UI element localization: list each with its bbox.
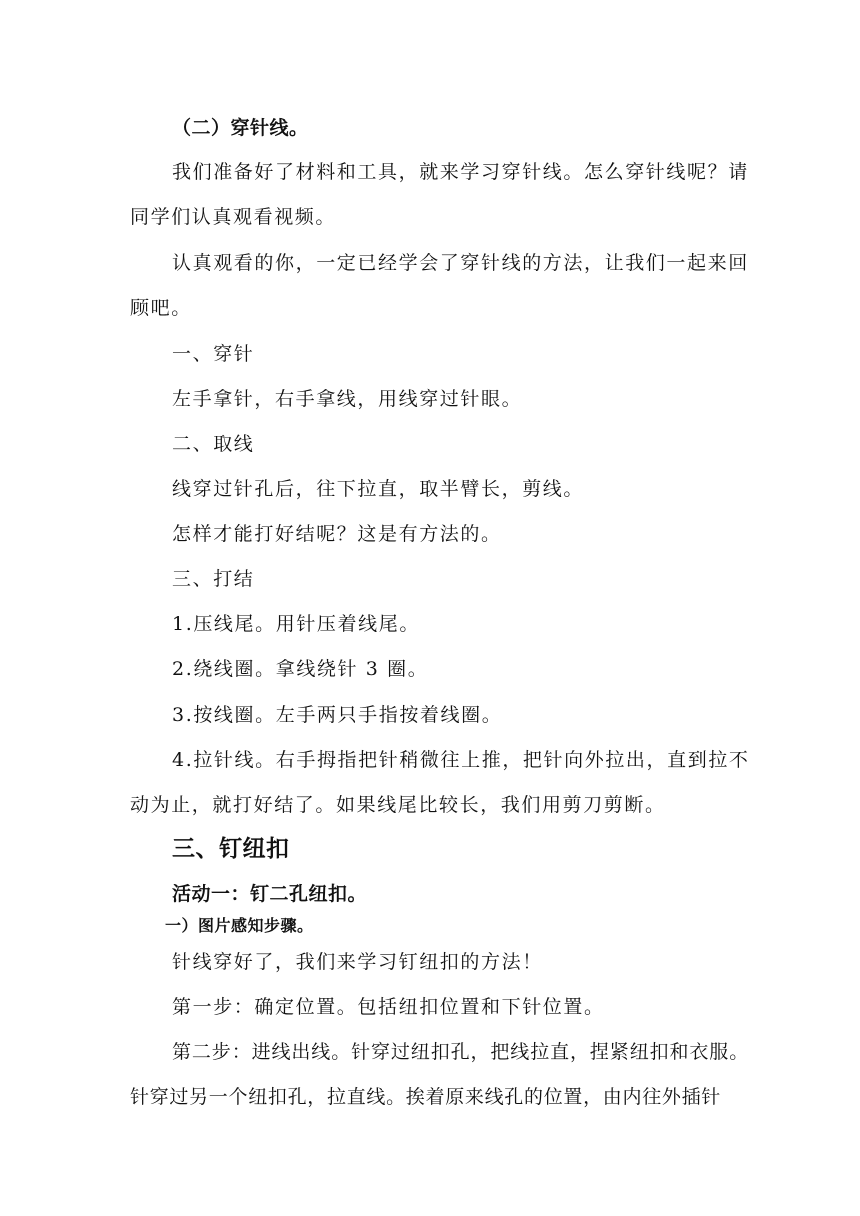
button-step-1: 第一步：确定位置。包括纽扣位置和下针位置。 (172, 996, 605, 1018)
knot-step-4-line-2: 动为止，就打好结了。如果线尾比较长，我们用剪刀剪断。 (130, 794, 666, 816)
subsection-title-picture-steps: 一）图片感知步骤。 (165, 916, 314, 935)
knot-step-1: 1.压线尾。用针压着线尾。 (172, 613, 420, 635)
knot-step-3: 3.按线圈。左手两只手指按着线圈。 (172, 704, 503, 726)
paragraph-intro-line-2: 同学们认真观看视频。 (130, 206, 337, 228)
paragraph-intro-line-1: 我们准备好了材料和工具，就来学习穿针线。怎么穿针线呢？请 (172, 161, 749, 183)
step-take-thread-title: 二、取线 (172, 433, 255, 455)
section-heading-thread-needle: （二）穿针线。 (172, 117, 309, 139)
section-title-sew-button: 三、钉纽扣 (172, 836, 290, 862)
step-tie-knot-title: 三、打结 (172, 568, 255, 590)
paragraph-review-line-1: 认真观看的你，一定已经学会了穿针线的方法，让我们一起来回 (172, 252, 749, 274)
button-step-2-line-2: 针穿过另一个纽扣孔，拉直线。挨着原来线孔的位置，由内往外插针 (130, 1086, 722, 1108)
step-take-thread-text: 线穿过针孔后，往下拉直，取半臂长，剪线。 (172, 478, 585, 500)
step-thread-needle-text: 左手拿针，右手拿线，用线穿过针眼。 (172, 388, 523, 410)
button-step-2-line-1: 第二步：进线出线。针穿过纽扣孔，把线拉直，捏紧纽扣和衣服。 (172, 1041, 750, 1063)
knot-step-2: 2.绕线圈。拿线绕针 3 圈。 (172, 658, 429, 680)
knot-step-4-line-1: 4.拉针线。右手拇指把针稍微往上推，把针向外拉出，直到拉不 (172, 749, 750, 771)
step-thread-needle-title: 一、穿针 (172, 343, 255, 365)
activity-title-two-hole-button: 活动一：钉二孔纽扣。 (172, 883, 368, 905)
paragraph-review-line-2: 顾吧。 (130, 297, 192, 319)
paragraph-button-intro: 针线穿好了，我们来学习钉纽扣的方法！ (172, 951, 543, 973)
knot-question: 怎样才能打好结呢？这是有方法的。 (172, 523, 502, 545)
